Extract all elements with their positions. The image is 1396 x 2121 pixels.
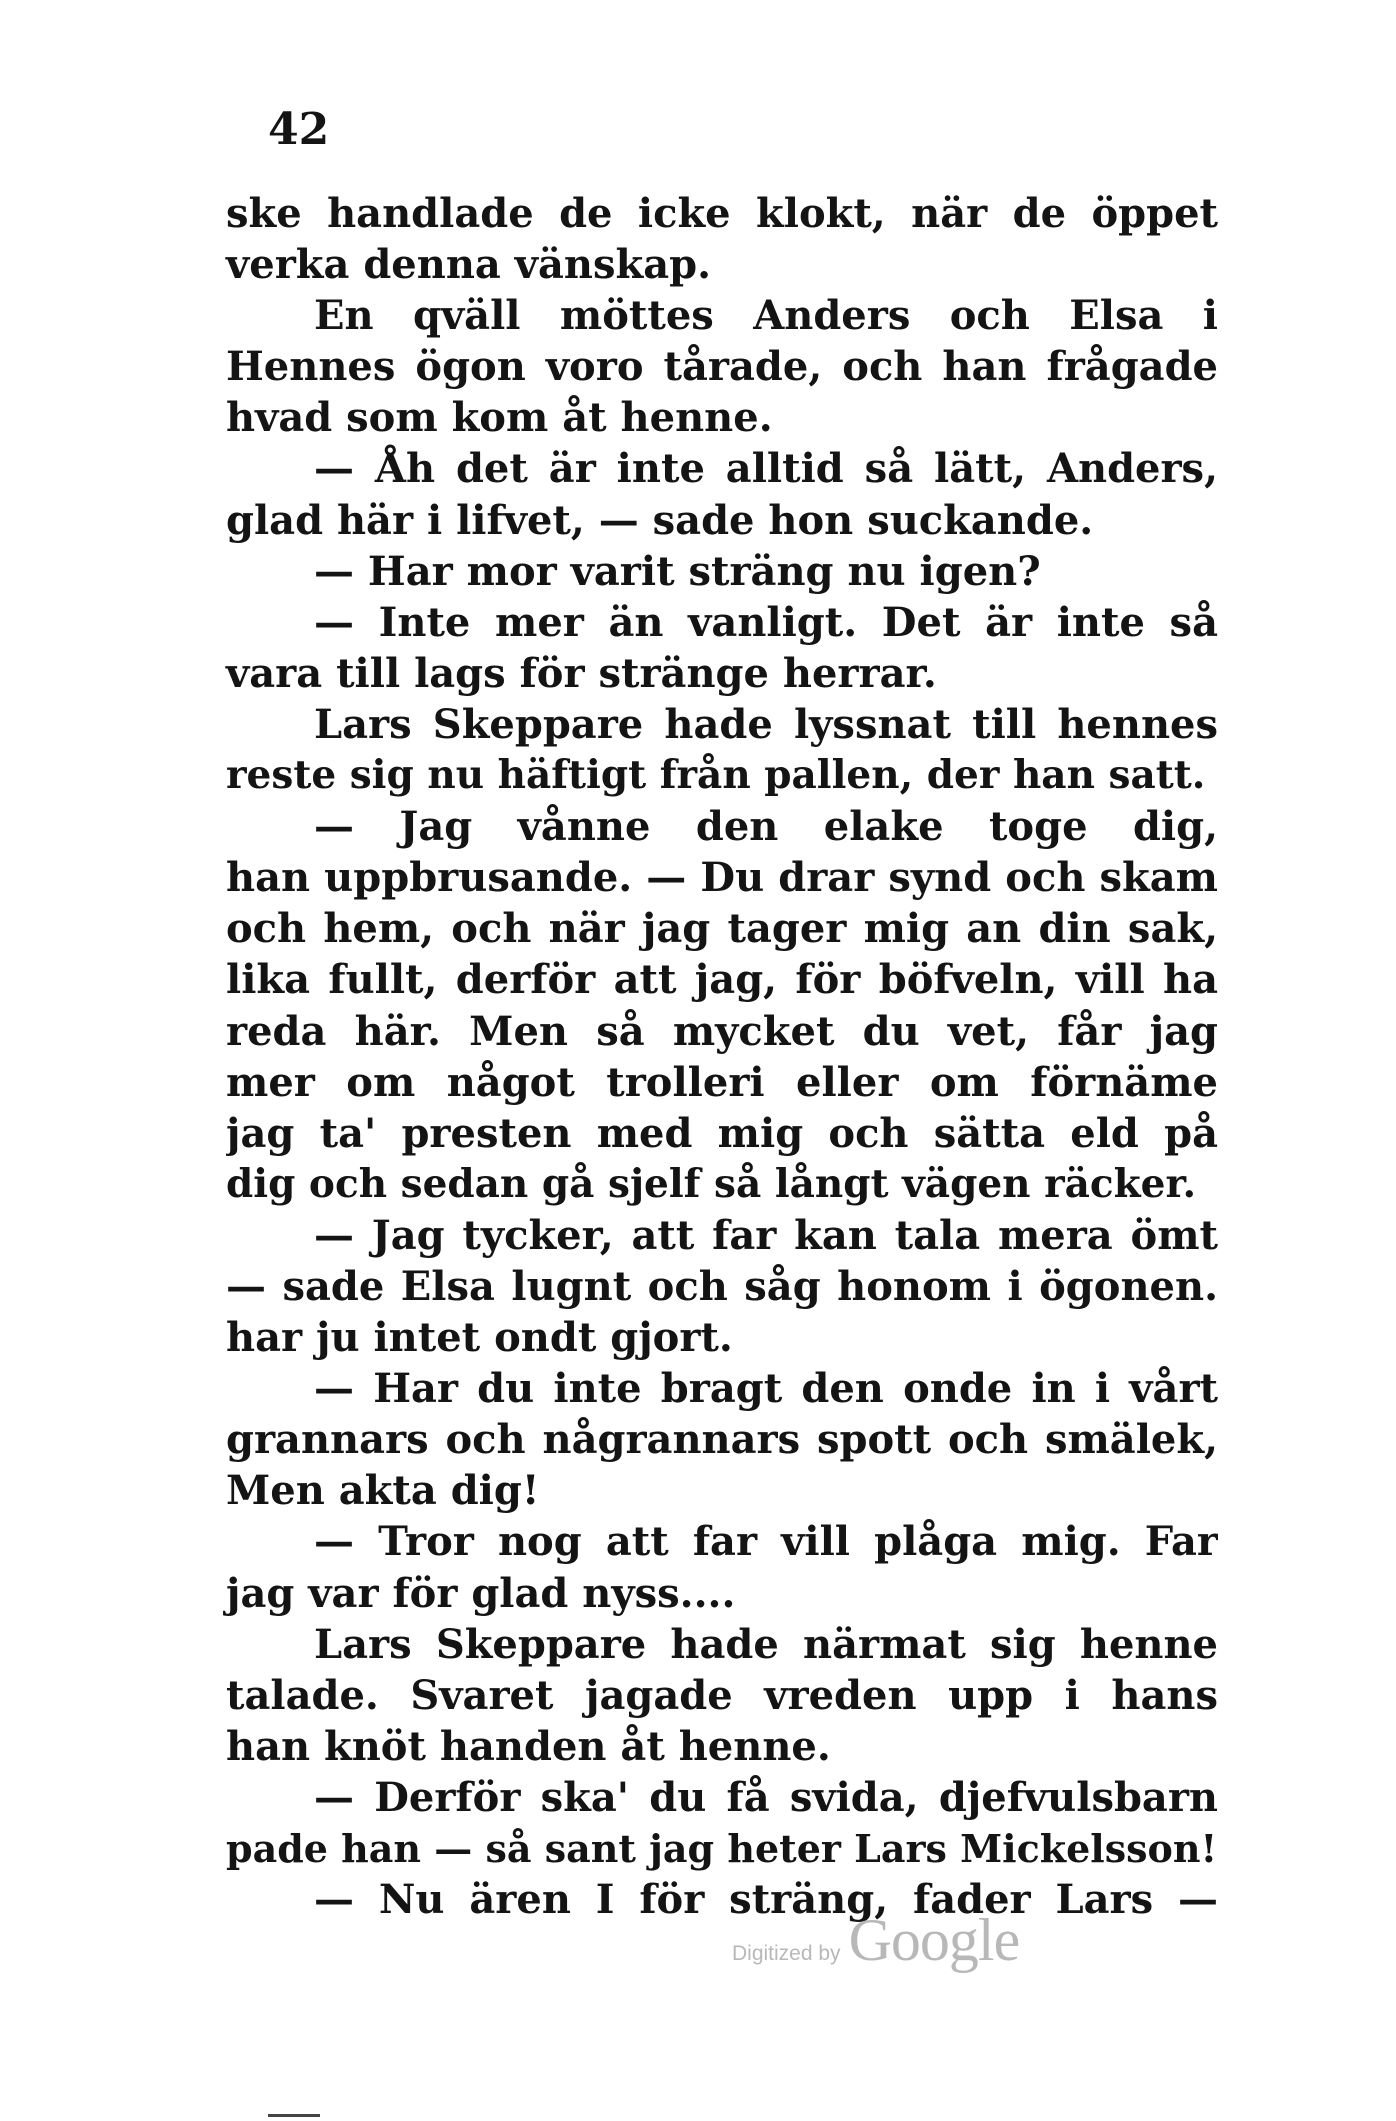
text-line: grannars och någrannars spott och smälek,: [226, 1416, 1218, 1464]
text-line: Hennes ögon voro tårade, och han frågade: [226, 343, 1218, 391]
bottom-rule: [268, 2114, 320, 2117]
text-line: hvad som kom åt henne.: [226, 394, 773, 442]
text-line: glad här i lifvet, — sade hon suckande.: [226, 496, 1094, 544]
text-line: jag ta' presten med mig och sätta eld på: [226, 1109, 1218, 1157]
text-line: har ju intet ondt gjort.: [226, 1314, 733, 1362]
text-line: — Jag tycker, att far kan tala mera ömt: [314, 1211, 1218, 1259]
text-line: — Inte mer än vanligt. Det är inte så: [314, 598, 1218, 646]
text-line: Lars Skeppare hade närmat sig henne: [314, 1620, 1218, 1668]
text-line: — Nu ären I för sträng, fader Lars —: [314, 1876, 1218, 1924]
digitized-watermark: [732, 1906, 1019, 1975]
text-line: — Jag vånne den elake toge dig,: [314, 803, 1218, 851]
text-line: — sade Elsa lugnt och såg honom i ögonen.: [226, 1262, 1218, 1310]
text-line: lika fullt, derför att jag, för böfveln, vill ha: [226, 956, 1218, 1004]
text-line: pade han — så sant jag heter Lars Mickelsson!: [226, 1826, 1218, 1871]
text-line: talade. Svaret jagade vreden upp i hans: [226, 1671, 1218, 1719]
text-line: En qväll möttes Anders och Elsa i: [314, 292, 1218, 340]
text-line: ske handlade de icke klokt, när de öppet: [226, 190, 1218, 237]
text-line: Men akta dig!: [226, 1467, 540, 1515]
text-line: — Derför ska' du få svida, djefvulsbarn: [314, 1773, 1218, 1821]
text-line: — Tror nog att far vill plåga mig. Far: [314, 1518, 1218, 1566]
text-line: han uppbrusande. — Du drar synd och skam: [226, 854, 1218, 902]
text-line: han knöt handen åt henne.: [226, 1722, 831, 1770]
text-line: verka denna vänskap.: [226, 241, 712, 289]
text-line: — Har mor varit sträng nu igen?: [314, 547, 1041, 595]
text-line: — Åh det är inte alltid så lätt, Anders,: [314, 445, 1218, 493]
page-number: 42: [268, 104, 330, 155]
text-line: och hem, och när jag tager mig an din sak,: [226, 905, 1218, 953]
text-line: jag var för glad nyss....: [226, 1569, 736, 1617]
body-text: [226, 188, 1218, 1925]
text-line: Lars Skeppare hade lyssnat till hennes: [314, 700, 1218, 748]
text-line: vara till lags för stränge herrar.: [226, 649, 937, 697]
text-line: mer om något trolleri eller om förnäme: [226, 1058, 1218, 1106]
google-logo: Google: [848, 1907, 1020, 1973]
text-line: dig och sedan gå sjelf så långt vägen räcker.: [226, 1160, 1197, 1207]
text-line: — Har du inte bragt den onde in i vårt: [314, 1365, 1218, 1413]
digitized-by-label: Digitized by: [732, 1942, 841, 1965]
text-line: reda här. Men så mycket du vet, får jag: [226, 1007, 1218, 1055]
text-line: reste sig nu häftigt från pallen, der han satt.: [226, 752, 1206, 799]
